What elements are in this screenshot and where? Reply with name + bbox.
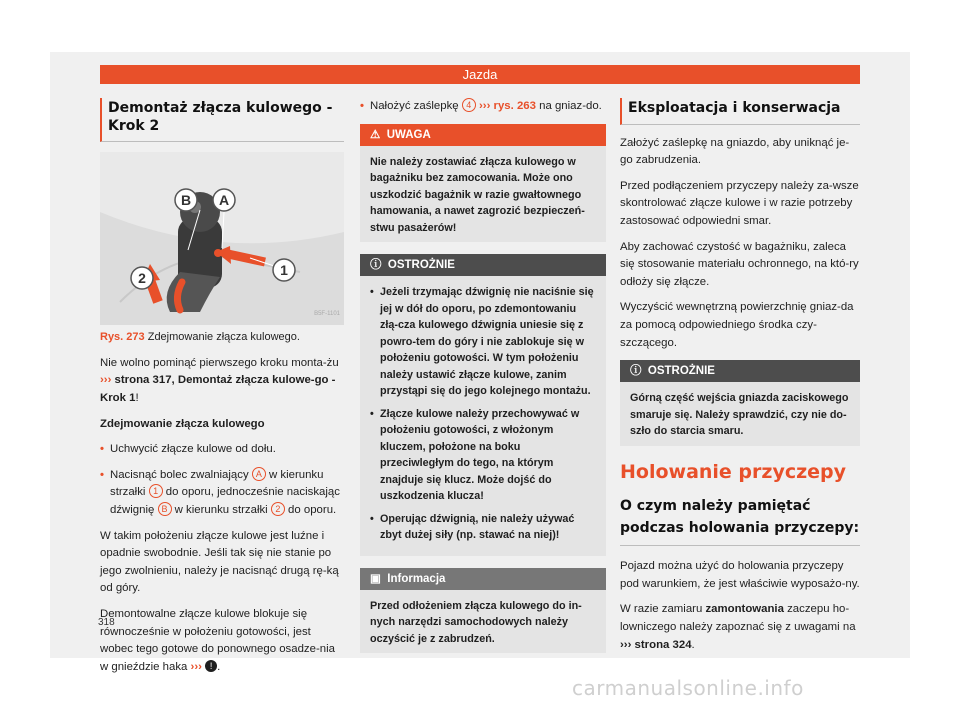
paragraph: Przed podłączeniem przyczepy należy za-wsze skontrolować złącze kulowe i w razie potrzeby zastosować odpowiedni smar. [620,179,859,227]
caution-box [620,360,860,446]
info-box [360,568,606,654]
warning-header: ⚠ UWAGA [360,124,606,146]
caution-icon: ! [205,660,217,672]
figure-label-1: 1 [280,262,288,279]
figure-label-b: B [180,192,192,209]
section-title: Eksploatacja i konserwacja [620,98,860,125]
paragraph: Wyczyścić wewnętrzną powierzchnię gniaz-da za pomocą odpowiedniego środka czy-szczącego. [620,301,854,349]
list-item: • Nałożyć zaślepkę 4 ››› rys. 263 na gniaz-do. [360,98,606,116]
figure-caption [100,329,344,347]
caution-text: Górną część wejścia gniazda zaciskowego smaruje się. Należy sprawdzić, czy nie do-szło do starcia smaru. [630,392,849,438]
caution-header: ⓘ OSTROŻNIE [360,254,606,276]
paragraph: Założyć zaślepkę na gniazdo, aby uniknąć je-go zabrudzenia. [620,136,850,167]
ref-arrows: ››› [190,660,202,673]
paragraph: Aby zachować czystość w bagażniku, zaleca się stosowanie materiału ochronnego, na któ-ry odłoży się złącze. [620,240,859,288]
list-item: • Uchwycić złącze kulowe od dołu. [100,441,344,459]
caption-text: Zdejmowanie złącza kulowego. [147,331,300,344]
figure-code: B5F-1101 [314,310,340,317]
info-header: ▣ Informacja [360,568,606,590]
marker-b: B [158,502,172,516]
marker-1: 1 [149,484,163,498]
warning-icon: ⚠ [370,128,381,141]
info-circle-icon: ⓘ [630,365,642,378]
paragraph: Pojazd można użyć do holowania przyczepy pod warunkiem, że jest właściwie wyposażo-ny. [620,560,860,590]
chapter-title: Holowanie przyczepy [620,460,847,483]
section-title: O czym należy pamiętać podczas holowania przyczepy: [620,495,860,546]
figure-ball-joint [100,152,344,325]
ref-link-fig263[interactable]: rys. 263 [493,100,536,112]
ref-link-step1[interactable]: strona 317, Demontaż złącza kulowe-go - Krok 1 [100,374,336,404]
caution-box [360,254,606,556]
section-title: Demontaż złącza kulowego - Krok 2 [100,98,344,142]
page-number: 318 [98,617,115,628]
intro-paragraph: Nie wolno pominąć pierwszego kroku monta-żu ››› strona 317, Demontaż złącza kulowe-go - Krok 1! [100,356,339,404]
marker-4: 4 [462,98,476,112]
caution-item: • Jeżeli trzymając dźwignię nie naciśnie się jej w dół do oporu, po zdemontowaniu złą-cza kulowego dźwignia uniesie się z powro-tem do góry i nie zablokuje się w położeniu gotowości. W tym położeniu należy ustawić złącze kulowe, zanim przystąpi się do jego kolejnego montażu. [370,284,596,400]
figure-label-2: 2 [138,270,146,287]
chapter-header: Jazda [100,65,860,84]
warning-box [360,124,606,243]
ref-link-page324[interactable]: ››› strona 324 [620,638,692,651]
column-left [100,98,344,684]
marker-2: 2 [271,502,285,516]
column-right [620,98,860,662]
caution-item: • Złącze kulowe należy przechowywać w położeniu gotowości, z włożonym kluczem, położone na boku przeciwległym do tego, na którym znajduje się klucz. Może dojść do uszkodzenia klucza! [370,406,596,505]
figure-label-a: A [218,192,230,209]
info-text: Przed odłożeniem złącza kulowego do in-nych narzędzi samochodowych należy oczyścić je z zabrudzeń. [370,599,582,645]
caption-ref: Rys. 273 [100,331,145,344]
info-circle-icon: ⓘ [370,259,382,272]
caution-header: ⓘ OSTROŻNIE [620,360,860,382]
ref-arrows: ››› [100,374,112,387]
warning-text: Nie należy zostawiać złącza kulowego w bagażniku bez zamocowania. Może ono uszkodzić bagażnik w razie gwałtownego hamowania, a nawet zagrozić bezpieczeń-stwu pasażerów! [370,155,585,234]
subheading: Zdejmowanie złącza kulowego [100,417,265,430]
paragraph: W razie zamiaru zamontowania zaczepu ho-lowniczego należy zapoznać się z uwagami na ››› strona 324. [620,603,856,651]
ball-joint-illustration [100,152,344,325]
list-item: • Nacisnąć bolec zwalniający A w kierunku strzałki 1 do oporu, jednocześnie naciskając dźwignię B w kierunku strzałki 2 do oporu. [100,467,344,520]
paragraph: Demontowalne złącze kulowe blokuje się równocześnie w położeniu gotowości, jest wobec tego gotowe do ponownego osadze-nia w gnieździe haka ››› ! . [100,607,335,673]
caution-item: • Operując dźwignią, nie należy używać zbyt dużej siły (np. stawać na niej)! [370,511,596,544]
marker-a: A [252,467,266,481]
info-icon: ▣ [370,572,381,585]
paragraph: W takim położeniu złącze kulowe jest luźne i opadnie swobodnie. Jeśli tak się nie stanie po jego zwolnieniu, należy je nacisnąć drugą rę-ką od góry. [100,529,339,595]
column-middle [360,98,606,665]
watermark: carmanualsonline.info [572,676,804,700]
